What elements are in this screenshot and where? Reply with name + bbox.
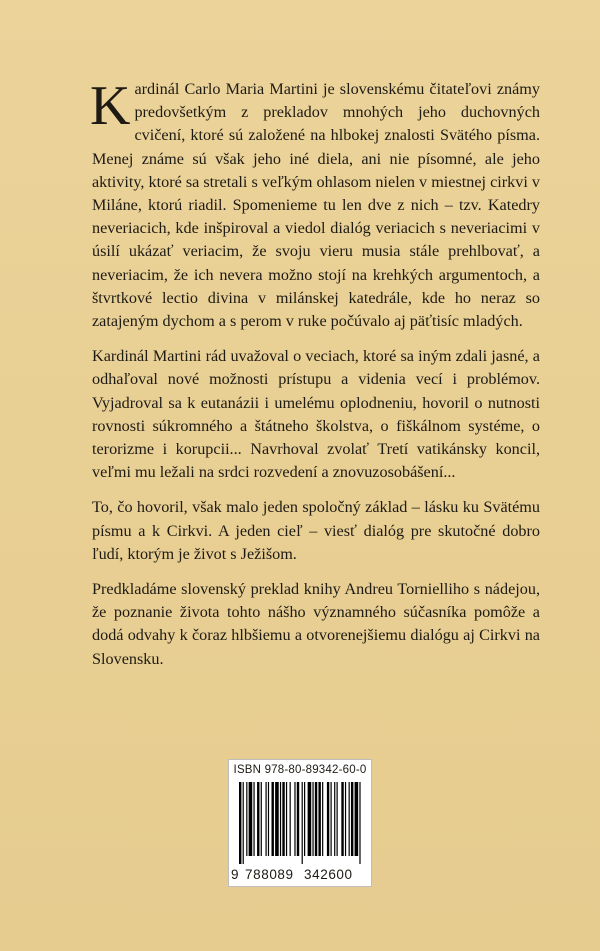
barcode-bar	[304, 782, 305, 856]
barcode-bar	[327, 782, 329, 856]
paragraph-4: Predkladáme slovenský preklad knihy Andreu Tornielliho s nádejou, že poznanie života tohto nášho významného súčasníka pomôže a dodá odvahy k čoraz hlbšiemu a otvorenejšiemu dialógu aj Cirkvi na Slovensku.	[92, 580, 540, 668]
barcode-bar	[268, 782, 269, 856]
barcode-bar	[246, 782, 247, 856]
barcode-bar	[331, 782, 332, 856]
barcode-bar	[318, 782, 320, 856]
barcode-bar	[337, 782, 338, 856]
barcode-bar	[239, 782, 241, 864]
barcode-bar	[345, 782, 346, 856]
barcode-bar	[302, 782, 303, 864]
barcode-bar	[294, 782, 295, 856]
barcode-group-2: 342600	[304, 867, 353, 882]
barcode-bar	[282, 782, 284, 856]
barcode-bar	[286, 782, 287, 856]
barcode-bar	[308, 782, 312, 856]
paragraph-1-text: ardinál Carlo Maria Martini je slovenskému čitateľovi známy predovšetkým z prekladov mnohých jeho duchovných cvičení, ktoré sú založené na hlbokej znalosti Svätého písma. Menej známe sú však jeho iné diela, ani nie písomné, ale jeho aktivity, ktoré sa stretali s veľkým ohlasom nielen v miestnej cirkvi v Miláne, ktorú riadil. Spomenieme tu len dve z nich – tzv. Katedry neveriacich, kde inšpiroval a viedol dialóg veriacich s neveriacimi v úsilí ukázať veriacim, že svoju vieru musia stále prehlbovať, a neveriacim, že ich nevera možno stojí na krehkých argumentoch, a štvrtkové lectio divina v milánskej katedrále, kde ho neraz so zatajeným dychom a s perom v ruke počúvalo aj päťtisíc mladých.	[92, 80, 540, 331]
barcode-bar	[257, 782, 259, 856]
barcode-bar	[272, 782, 274, 856]
paragraph-1	[90, 75, 540, 333]
paragraph-2: Kardinál Martini rád uvažoval o veciach, ktoré sa iným zdali jasné, a odhaľoval nové možnosti prístupu a videnia vecí i problémov. Vyjadroval sa k eutanázii i umelému oplodneniu, hovoril o nutnosti rovnosti súkromného a štátneho školstva, o fiškálnom systéme, o terorizme i korupcii... Navrhoval zvolať Tretí vatikánsky koncil, veľmi mu ležali na srdci rozvedení a znovuzosobášení...	[92, 347, 540, 482]
barcode-bar	[290, 782, 291, 856]
isbn-text: ISBN 978-80-89342-60-0	[233, 764, 367, 776]
barcode-bar	[265, 782, 266, 856]
barcode-bar	[261, 782, 262, 856]
barcode-bars	[239, 782, 363, 864]
barcode-bar	[349, 782, 350, 856]
paragraph-3: To, čo hovoril, však malo jeden spoločný základ – lásku ku Svätému písmu a k Cirkvi. A jeden cieľ – viesť dialóg pre skutočné dobro ľudí, ktorým je život s Ježišom.	[92, 498, 540, 563]
barcode-bar	[275, 782, 279, 856]
barcode-bar	[334, 782, 335, 856]
barcode-bar	[253, 782, 254, 856]
barcode-bar	[322, 782, 323, 856]
barcode-bar	[351, 782, 353, 856]
barcode-label	[228, 759, 372, 887]
barcode-bar	[359, 782, 360, 864]
drop-cap: K	[90, 75, 131, 137]
barcode-bar	[355, 782, 359, 856]
barcode-bar	[243, 782, 244, 864]
barcode-lead-digit: 9	[231, 867, 240, 882]
barcode-bar	[341, 782, 343, 856]
barcode-bar	[249, 782, 253, 856]
barcode-bar	[280, 782, 281, 856]
barcode-bar	[297, 782, 299, 856]
blurb-text	[90, 75, 540, 683]
barcode-bar	[312, 782, 313, 856]
barcode-group-1: 788089	[245, 867, 294, 882]
barcode-bar	[315, 782, 317, 856]
